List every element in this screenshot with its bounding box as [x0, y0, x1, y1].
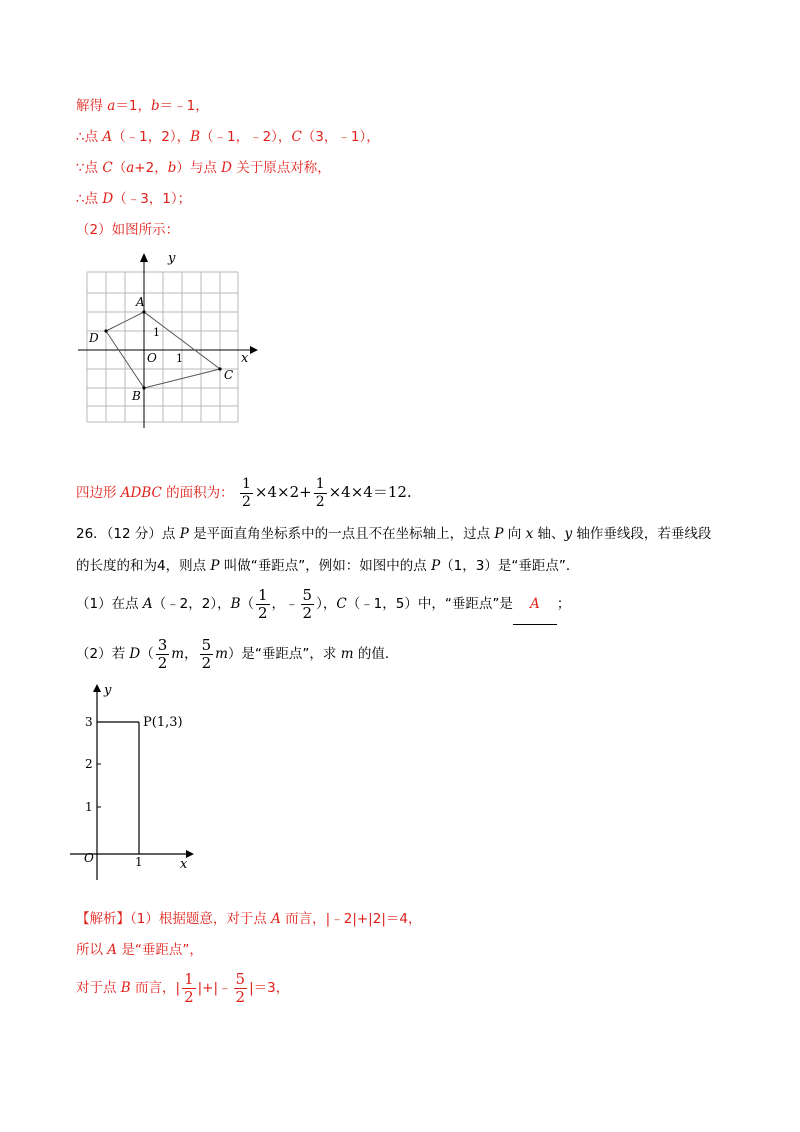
point-c: C	[102, 160, 113, 176]
solution-line-5: （2）如图所示：	[76, 222, 180, 238]
text: 四边形	[76, 485, 121, 501]
text: （2）若	[76, 646, 130, 662]
y-tick-label-2: 2	[85, 757, 93, 771]
numerator: 1	[184, 969, 194, 988]
point-b: B	[190, 129, 200, 145]
question-1	[76, 584, 570, 625]
point-b: B	[120, 980, 131, 996]
var-b: b	[167, 160, 177, 176]
fraction	[156, 637, 170, 672]
denominator: 2	[201, 653, 212, 672]
fraction	[234, 971, 248, 1006]
text: （1，3）是“垂距点”．	[440, 558, 580, 574]
text: ∴点	[76, 191, 103, 207]
text: 向	[503, 526, 526, 542]
var-x: x	[525, 526, 534, 542]
quadrilateral-name: ADBC	[120, 485, 162, 501]
analysis-line-2	[76, 940, 203, 960]
solution-line-4	[76, 189, 191, 209]
var-b: b	[150, 98, 160, 114]
text: （1）在点	[76, 596, 143, 612]
area-line	[76, 472, 412, 513]
y-tick-label-3: 3	[85, 715, 93, 729]
solution-line-2	[76, 127, 380, 147]
y-tick-label-1: 1	[85, 800, 93, 814]
fraction	[314, 476, 327, 511]
x-axis-label: x	[180, 857, 188, 872]
y-axis-arrow	[93, 684, 101, 692]
point-p: P	[494, 526, 504, 542]
text: ）与点	[176, 160, 222, 176]
grid-lines	[87, 272, 238, 422]
analysis-line-3	[76, 968, 289, 1008]
text: 所以	[76, 942, 108, 958]
denominator: 2	[315, 493, 325, 510]
text: 是“垂距点”，	[117, 942, 203, 958]
text: +2，	[134, 160, 168, 176]
point-a: A	[142, 596, 153, 612]
text: 轴、	[533, 526, 565, 542]
text: ∴点	[76, 129, 103, 145]
y-tick-1: 1	[153, 326, 160, 339]
text: ∵点	[76, 160, 103, 176]
text: 轴作垂线段，若垂线段	[572, 526, 712, 542]
numerator: 1	[258, 585, 268, 604]
text: ；	[556, 596, 571, 612]
numerator: 5	[201, 635, 212, 654]
text: ），	[316, 596, 337, 612]
text: 对于点	[76, 980, 121, 996]
question-2	[76, 634, 398, 674]
problem-26-line-2	[76, 556, 579, 576]
text: （﹣1，﹣2），	[200, 129, 292, 145]
y-axis-label: y	[104, 683, 112, 698]
text: 26．（12 分）点	[76, 526, 180, 542]
text: ，	[184, 646, 198, 662]
solution-line-3	[76, 158, 331, 178]
quadrilateral-graph	[70, 248, 260, 433]
var-a: a	[126, 160, 135, 176]
text: 的长度的和为4，则点	[76, 558, 211, 574]
point-p-label: P(1,3)	[143, 715, 183, 730]
point-c: C	[291, 129, 302, 145]
answer-blank: A	[513, 584, 557, 625]
text: （	[112, 160, 127, 176]
text: （3，﹣1），	[301, 129, 380, 145]
var-m: m	[171, 646, 185, 662]
label-d: D	[89, 331, 99, 345]
text: （﹣3，1）；	[113, 191, 192, 207]
text: 而言，|	[130, 980, 181, 996]
point-p-graph	[70, 680, 200, 885]
text: （﹣2，2），	[152, 596, 231, 612]
point-a: A	[271, 911, 281, 927]
y-axis-arrow	[140, 253, 148, 262]
text: 叫做“垂距点”，例如：如图中的点	[219, 558, 432, 574]
text: 【解析】（1）根据题意，对于点	[76, 911, 272, 927]
var-y: y	[564, 526, 573, 542]
text: 而言，|﹣2|+|2|＝4，	[280, 911, 422, 927]
point-d: D	[221, 160, 232, 176]
analysis-line-1	[76, 909, 421, 929]
numerator: 1	[241, 475, 251, 492]
point-a-dot	[142, 310, 145, 313]
point-b: B	[230, 596, 241, 612]
numerator: 5	[302, 585, 313, 604]
text: （	[240, 596, 254, 612]
fraction	[200, 637, 214, 672]
var-m: m	[340, 646, 354, 662]
label-a: A	[136, 295, 145, 309]
label-c: C	[224, 368, 234, 382]
origin-label: O	[147, 351, 157, 365]
label-b: B	[132, 389, 141, 403]
y-axis-label: y	[168, 251, 176, 266]
point-c-dot	[218, 367, 221, 370]
point-a: A	[107, 942, 118, 958]
numerator: 1	[315, 475, 325, 492]
text: |＝3，	[249, 980, 290, 996]
text: ×4×4＝12.	[328, 483, 412, 501]
origin-label: O	[84, 851, 94, 865]
x-tick-1: 1	[176, 352, 183, 365]
fraction	[240, 476, 253, 511]
text: 解得	[76, 98, 108, 114]
text: ＝﹣1，	[159, 98, 209, 114]
point-b-dot	[142, 386, 145, 389]
var-a: a	[107, 98, 116, 114]
text: ×4×2+	[254, 483, 312, 501]
denominator: 2	[302, 603, 313, 622]
point-a: A	[102, 129, 113, 145]
text: ）是“垂距点”，求	[227, 646, 341, 662]
point-d-dot	[104, 329, 107, 332]
text: （﹣1，5）中，“垂距点”是	[346, 596, 513, 612]
point-p: P	[210, 558, 220, 574]
text: 是平面直角坐标系中的一点且不在坐标轴上，过点	[188, 526, 495, 542]
fraction	[256, 587, 270, 622]
text: ，﹣	[271, 596, 299, 612]
point-p: P	[179, 526, 189, 542]
text: （﹣1，2），	[112, 129, 191, 145]
solution-line-1	[76, 96, 209, 116]
text: 的面积为：	[161, 485, 234, 501]
point-d: D	[102, 191, 114, 207]
x-tick-label-1: 1	[135, 855, 143, 869]
denominator: 2	[258, 603, 268, 622]
x-axis-arrow	[250, 346, 258, 354]
problem-26-line-1	[76, 524, 711, 544]
denominator: 2	[235, 987, 246, 1006]
text: |+|﹣	[197, 980, 232, 996]
denominator: 2	[157, 653, 168, 672]
fraction	[301, 587, 315, 622]
numerator: 3	[157, 635, 168, 654]
denominator: 2	[241, 493, 251, 510]
denominator: 2	[184, 987, 194, 1006]
area-formula	[238, 475, 412, 510]
point-c: C	[336, 596, 347, 612]
text: ＝1，	[115, 98, 151, 114]
var-m: m	[215, 646, 228, 662]
point-d: D	[129, 646, 141, 662]
fraction	[182, 971, 196, 1006]
text: 的值．	[353, 646, 399, 662]
x-axis-label: x	[241, 351, 249, 366]
numerator: 5	[235, 969, 246, 988]
text: 关于原点对称，	[231, 160, 331, 176]
text: （	[140, 646, 154, 662]
point-p: P	[431, 558, 441, 574]
